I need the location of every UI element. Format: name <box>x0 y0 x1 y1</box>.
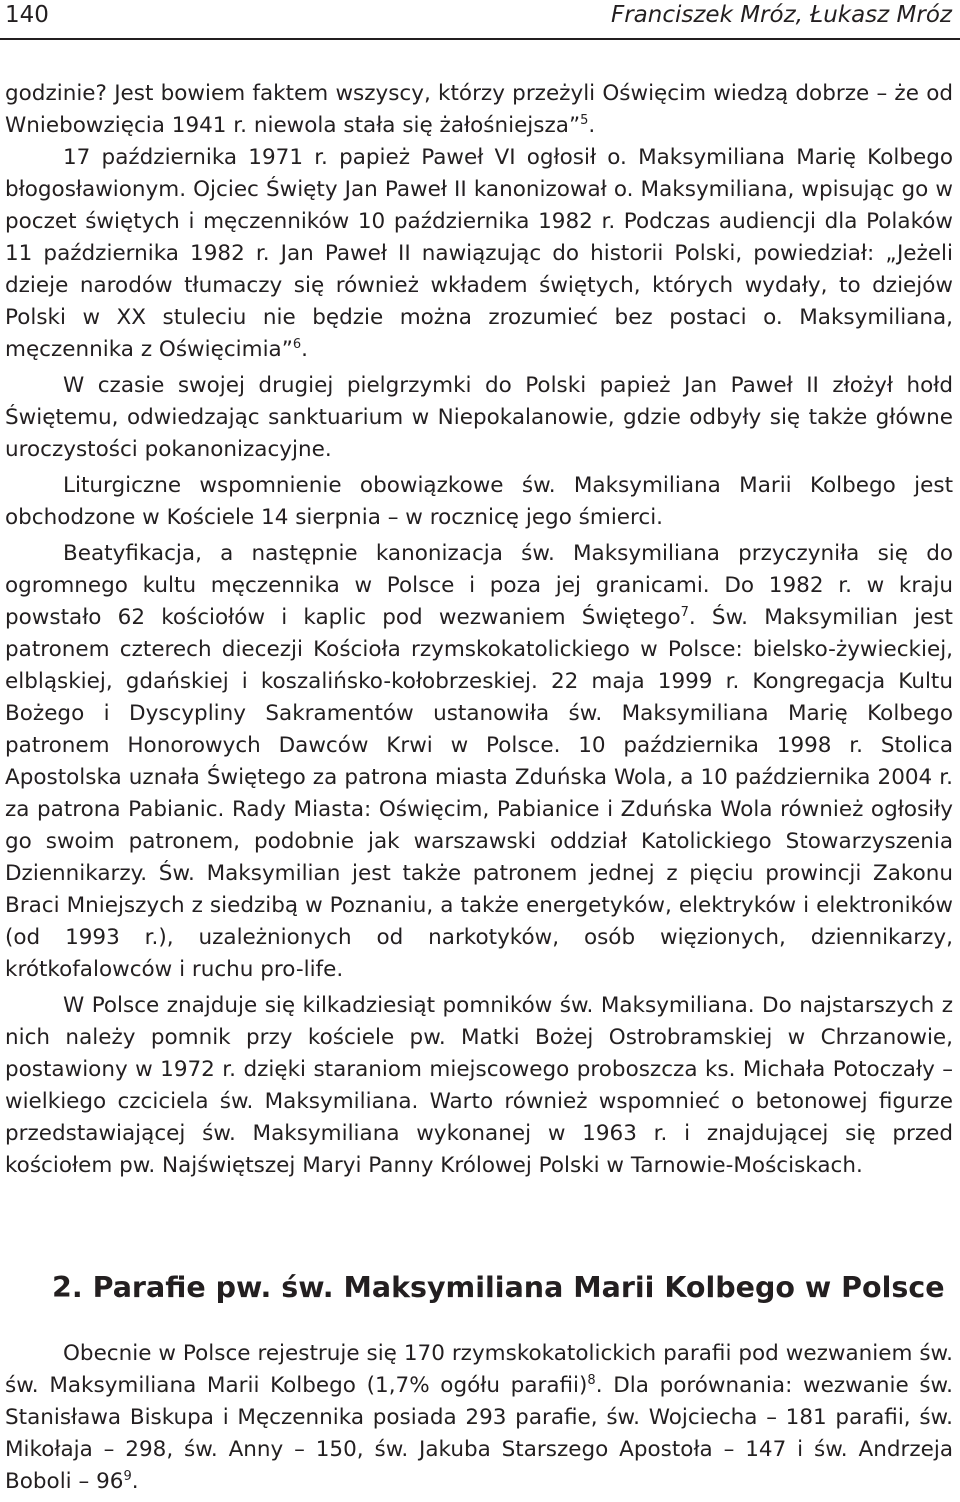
running-head-authors: Franciszek Mróz, Łukasz Mróz <box>610 2 952 28</box>
paragraph-beatification: 17 października 1971 r. papież Paweł VI ogłosił o. Maksymiliana Marię Kolbego błogosławionym. Ojciec Święty Jan Paweł II kanonizował o. Maksymiliana, wpisując go w poczet świętych i męczenników 10 października 1982 r. Podczas audiencji dla Polaków 11 października 1982 r. Jan Paweł II nawiązując do historii Polski, powiedział: „Jeżeli dzieje narodów tłumaczy się również wkładem świętych, których wydały, to dziejów Polski w XX stuleciu nie będzie można zrozumieć bez postaci o. Maksymiliana, męczennika z Oświęcimia”$^6$. <box>5 145 953 362</box>
footnote-ref-5[interactable]: 5 <box>580 112 589 128</box>
section-heading: 2. Parafie pw. św. Maksymiliana Marii Kolbego w Polsce <box>52 1271 945 1304</box>
footnote-ref-8[interactable]: 8 <box>587 1372 596 1388</box>
footnote-ref-6[interactable]: 6 <box>292 336 302 352</box>
header-rule <box>0 38 960 40</box>
paragraph-liturgical-memorial: Liturgiczne wspomnienie obowiązkowe św. Maksymiliana Marii Kolbego jest obchodzone w Kościele 14 sierpnia – w rocznicę jego śmierci. <box>5 473 953 530</box>
page-header <box>5 0 952 30</box>
paragraph-monuments: W Polsce znajduje się kilkadziesiąt pomników św. Maksymiliana. Do najstarszych z nich należy pomnik przy kościele pw. Matki Bożej Ostrobramskiej w Chrzanowie, postawiony w 1972 r. dzięki staraniom miejscowego proboszcza ks. Michała Potoczały – wielkiego czciciela św. Maksymiliana. Warto również wspomnieć o betonowej figurze przedstawiającej św. Maksymiliana wykonanej w 1963 r. i znajdującej się przed kościołem pw. Najświętszej Maryi Panny Królowej Polski w Tarnowie-Mościskach. <box>5 993 953 1178</box>
paragraph-continued: godzinie? Jest bowiem faktem wszyscy, którzy przeżyli Oświęcim wiedzą dobrze – że od Wniebowzięcia 1941 r. niewola stała się żałośniejsza”$^5$. <box>5 81 953 138</box>
section-body <box>5 1338 953 1498</box>
page-number: 140 <box>5 2 49 28</box>
footnote-ref-7[interactable]: 7 <box>680 604 689 620</box>
paragraph-parishes: Obecnie w Polsce rejestruje się 170 rzymskokatolickich parafii pod wezwaniem św. św. Maksymiliana Marii Kolbego (1,7% ogółu parafii)$^8$. Dla porównania: wezwanie św. Stanisława Biskupa i Męczennika posiada 293 parafie, św. Wojciecha – 181 parafii, św. Mikołaja – 298, św. Anny – 150, św. Jakuba Starszego Apostoła – 147 i św. Andrzeja Boboli – $96^9$. <box>5 1341 953 1494</box>
footnote-ref-9[interactable]: 9 <box>123 1468 132 1484</box>
paragraph-cult-patronage: Beatyfikacja, a następnie kanonizacja św. Maksymiliana przyczyniła się do ogromnego kultu męczennika w Polsce i poza jej granicami. Do 1982 r. w kraju powstało 62 kościołów i kaplic pod wezwaniem Świętego$^7$. Św. Maksymilian jest patronem czterech diecezji Kościoła rzymskokatolickiego w Polsce: bielsko-żywieckiej, elbląskiej, gdańskiej i koszalińsko-kołobrzeskiej. 22 maja 1999 r. Kongregacja Kultu Bożego i Dyscypliny Sakramentów ustanowiła św. Maksymiliana Marię Kolbego patronem Honorowych Dawców Krwi w Polsce. 10 października 1998 r. Stolica Apostolska uznała Świętego za patrona miasta Zduńska Wola, a 10 października 2004 r. za patrona Pabianic. Rady Miasta: Oświęcim, Pabianice i Zduńska Wola również ogłosiły go swoim patronem, podobnie jak warszawski oddział Katolickiego Stowarzyszenia Dziennikarzy. Św. Maksymilian jest także patronem jednej z pięciu prowincji Zakonu Braci Mniejszych z siedzibą w Poznaniu, a także energetyków, elektryków i elektroników (od 1993 r.), uzależnionych od narkotyków, osób więzionych, dziennikarzy, krótkofalowców i ruchu pro-life. <box>5 541 953 982</box>
body-text <box>5 78 953 1182</box>
paragraph-pilgrimage: W czasie swojej drugiej pielgrzymki do Polski papież Jan Paweł II złożył hołd Świętemu, odwiedzając sanktuarium w Niepokalanowie, gdzie odbyły się także główne uroczystości pokanonizacyjne. <box>5 373 953 462</box>
